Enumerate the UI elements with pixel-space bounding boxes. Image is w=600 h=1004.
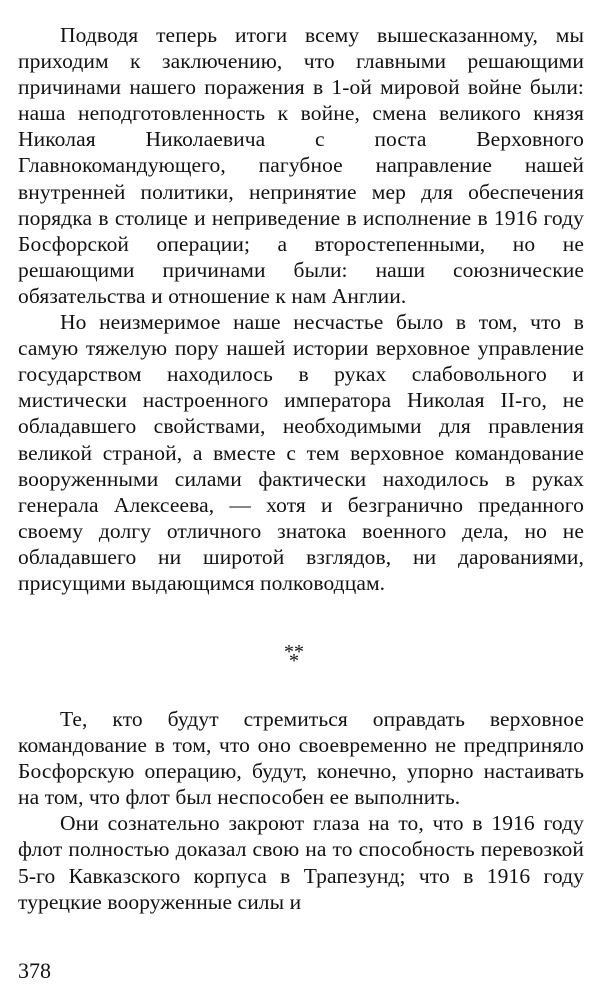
- text-block-bottom: [18, 706, 584, 915]
- page-number: 378: [18, 958, 51, 983]
- text-block-top: [18, 22, 584, 596]
- paragraph-conclusion: Подводя теперь итоги всему вышесказанному, мы приходим к заключению, что главными решающими причинами нашего поражения в 1-ой мировой войне были: наша неподготовленность к войне, смена великого князя Николая Николаевича с поста Верховного Главнокомандующего, пагубное направление нашей внутренней политики, непринятие мер для обеспечения порядка в столице и неприведение в исполнение в 1916 году Босфорской операции; а второстепенными, но не решающими причинами были: наши союзнические обязательства и отношение к нам Англии.: [18, 23, 584, 308]
- section-separator-asterisks: * * *: [284, 641, 304, 672]
- paragraph-misfortune: Но неизмеримое наше несчастье было в том, что в самую тяжелую пору нашей истории верховное управление государством находилось в руках слабовольного и мистически настроенного императора Николая II-го, не обладавшего свойствами, необходимыми для правления великой страной, а вместе с тем верховное командование вооруженными силами фактически находилось в руках генерала Алексеева, — хотя и безгранично преданного своему долгу отличного знатока военного дела, но не обладавшего ни широтой взглядов, ни дарованиями, присущими выдающимся полководцам.: [18, 310, 584, 595]
- paragraph-justification: Те, кто будут стремиться оправдать верховное командование в том, что оно своевременно не предприняло Босфорскую операцию, будут, конечно, упорно настаивать на том, что флот был неспособен ее выполнить.: [18, 707, 584, 810]
- paragraph-fleet-capability: Они сознательно закроют глаза на то, что в 1916 году флот полностью доказал свою на то способность перевозкой 5-го Кавказского корпуса в Трапезунд; что в 1916 году турецкие вооруженные силы и: [18, 811, 584, 914]
